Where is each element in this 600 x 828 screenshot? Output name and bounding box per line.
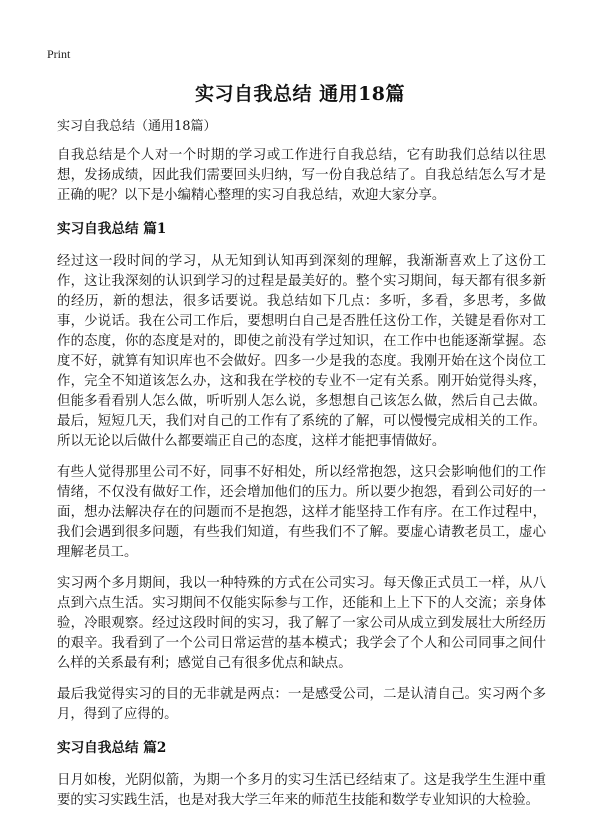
document-body: [57, 117, 546, 822]
page-title: 实习自我总结 通用18篇: [194, 83, 406, 105]
print-link[interactable]: Print: [47, 47, 71, 61]
paragraph: 实习两个多月期间，我以一种特殊的方式在公司实习。每天像正式员工一样，从八点到六点生活。实习期间不仅能实际参与工作，还能和上上下下的人交流；亲身体验，冷眼观察。经过这段时间的实习，我了解了一家公司从成立到发展壮大所经历的艰辛。我看到了一个公司日常运营的基本模式；我学会了个人和公司同事之间什么样的关系最有利；感觉自己有很多优点和缺点。: [57, 576, 546, 671]
paragraph: 有些人觉得那里公司不好，同事不好相处，所以经常抱怨，这只会影响他们的工作情绪，不仅没有做好工作，还会增加他们的压力。所以要少抱怨，看到公司好的一面，想办法解决存在的问题而不是抱怨，这样才能坚持工作有序。在工作过程中，我们会遇到很多问题，有些我们知道，有些我们不了解。要虚心请教老员工，虚心理解老员工。: [57, 465, 546, 560]
document-subtitle: 实习自我总结（通用18篇）: [57, 119, 217, 134]
section-heading: 实习自我总结 篇2: [57, 740, 167, 756]
paragraph: 日月如梭，光阴似箭，为期一个多月的实习生活已经结束了。这是我学生生涯中重要的实习实践生活，也是对我大学三年来的师范生技能和数学专业知识的大检验。: [57, 773, 546, 808]
paragraph: 最后我觉得实习的目的无非就是两点：一是感受公司，二是认清自己。实习两个多月，得到了应得的。: [57, 687, 546, 722]
paragraph: 经过这一段时间的学习，从无知到认知再到深刻的理解，我渐渐喜欢上了这份工作，这让我深刻的认识到学习的过程是最美好的。整个实习期间，每天都有很多新的经历，新的想法，很多话要说。我总结如下几点：多听，多看，多思考，多做事，少说话。我在公司工作后，要想明白自己是否胜任这份工作，关键是看你对工作的态度，你的态度是对的，即使之前没有学过知识，在工作中也能逐渐掌握。态度不好，就算有知识库也不会做好。四多一少是我的态度。我刚开始在这个岗位工作，完全不知道该怎么办，这和我在学校的专业不一定有关系。刚开始觉得头疼，但能多看看别人怎么做，听听别人怎么说，多想想自己该怎么做，然后自己去做。最后，短短几天，我们对自己的工作有了系统的了解，可以慢慢完成相关的工作。所以无论以后做什么都要端正自己的态度，这样才能把事情做好。: [57, 254, 546, 449]
section-heading: 实习自我总结 篇1: [57, 221, 167, 237]
intro-paragraph: 自我总结是个人对一个时期的学习或工作进行自我总结，它有助我们总结以往思想，发扬成绩，因此我们需要回头归纳，写一份自我总结了。自我总结怎么写才是正确的呢？以下是小编精心整理的实习自我总结，欢迎大家分享。: [57, 148, 546, 203]
